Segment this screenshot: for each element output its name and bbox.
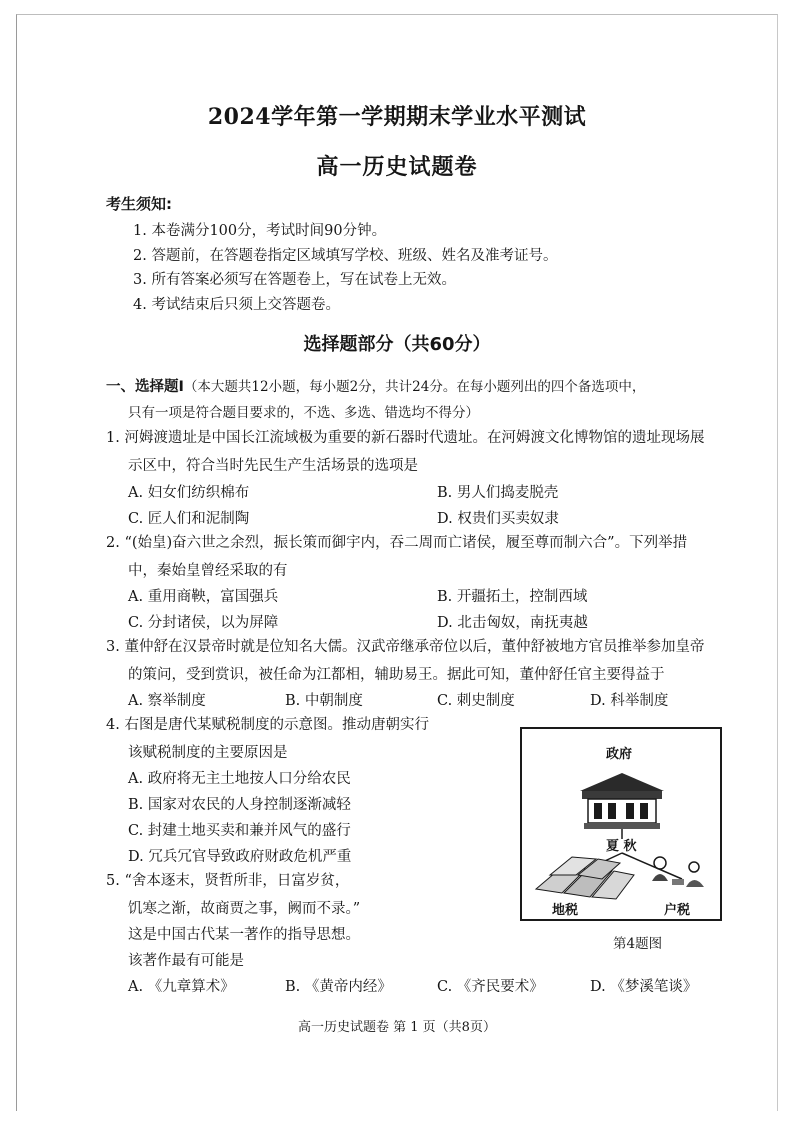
option-d: D. 《梦溪笔谈》 [590,979,698,995]
question-5-line1: 5. “舍本逐末，贤哲所非，日富岁贫， [106,873,350,889]
notice-item: 4. 考试结束后只须上交答题卷。 [133,297,340,313]
exam-title: 2024学年第一学期期末学业水平测试 [207,104,587,130]
tax-system-figure [520,727,722,921]
peasants-drawing [652,857,704,887]
land-tax-label: 地税 [552,903,579,918]
page-footer: 高一历史试题卷 第 1 页（共8页） [298,1020,496,1035]
option-a: A. 重用商鞅，富国强兵 [128,589,279,605]
section-title: 选择题部分（共60分） [303,334,491,355]
instructions-text: （本大题共12小题，每小题2分，共计24分。在每小题列出的四个备选项中， [183,379,646,395]
option-b: B. 中朝制度 [285,693,363,709]
person-head [654,857,666,869]
option-b: B. 男人们捣麦脱壳 [437,485,559,501]
option-c: C. 匠人们和泥制陶 [128,511,250,527]
building-eave [582,791,662,799]
building-pillar [640,803,648,819]
option-d: D. 冗兵冗官导致政府财政危机严重 [128,849,352,865]
instructions-line1 [106,375,645,396]
building-pillar [608,803,616,819]
question-2-line2: 中，秦始皇曾经采取的有 [128,563,288,579]
option-a: A. 《九章算术》 [128,979,235,995]
question-2-line1: 2. “(始皇)奋六世之余烈，振长策而御宇内，吞二周而亡诸侯，履至尊而制六合”。下列举措 [106,535,688,551]
notice-item: 1. 本卷满分100分，考试时间90分钟。 [133,223,387,239]
option-c: C. 分封诸侯，以为屏障 [128,615,279,631]
instructions-heading: 一、选择题Ⅰ [106,379,184,395]
question-1-line2: 示区中，符合当时先民生产生活场景的选项是 [128,458,418,474]
building-roof [580,773,664,791]
government-label: 政府 [606,747,633,762]
question-1-line1: 1. 河姆渡遗址是中国长江流域极为重要的新石器时代遗址。在河姆渡文化博物馆的遗址现场展 [106,430,705,446]
farmland-drawing [536,857,634,899]
option-d: D. 北击匈奴，南抚夷越 [437,615,588,631]
question-3-line1: 3. 董仲舒在汉景帝时就是位知名大儒。汉武帝继承帝位以后，董仲舒被地方官员推举参加皇帝 [106,639,705,655]
option-b: B. 开疆拓土，控制西域 [437,589,588,605]
option-a: A. 政府将无主土地按人口分给农民 [128,771,351,787]
exam-subtitle: 高一历史试题卷 [316,154,478,180]
option-b: B. 国家对农民的人身控制逐渐减轻 [128,797,351,813]
notice-heading: 考生须知: [106,195,172,213]
notice-item: 2. 答题前，在答题卷指定区域填写学校、班级、姓名及准考证号。 [133,248,558,264]
option-d: D. 科举制度 [590,693,669,709]
person-head [689,862,699,872]
notice-item: 3. 所有答案必须写在答题卷上，写在试卷上无效。 [133,272,456,288]
option-a: A. 察举制度 [128,693,206,709]
instructions-line2: 只有一项是符合题目要求的，不选、多选、错选均不得分） [128,405,479,421]
option-c: C. 封建土地买卖和兼并风气的盛行 [128,823,351,839]
building-pillar [626,803,634,819]
option-d: D. 权贵们买卖奴隶 [437,511,559,527]
question-4-line1: 4. 右图是唐代某赋税制度的示意图。推动唐朝实行 [106,717,429,733]
person-body [686,880,704,887]
season-label: 夏 秋 [606,839,637,854]
question-3-line2: 的策问，受到赏识，被任命为江都相，辅助易王。据此可知，董仲舒任官主要得益于 [128,667,665,683]
option-a: A. 妇女们纺织棉布 [128,485,250,501]
household-tax-label: 户税 [664,903,691,918]
basket [672,879,684,885]
person-body [652,874,668,881]
figure-caption: 第4题图 [613,936,663,952]
question-5-line2: 饥寒之渐，故商贾之事，阙而不录。” [128,901,361,917]
option-b: B. 《黄帝内经》 [285,979,392,995]
question-5-line3: 这是中国古代某一著作的指导思想。 [128,927,360,943]
question-4-line2: 该赋税制度的主要原因是 [128,745,288,761]
option-c: C. 《齐民要术》 [437,979,544,995]
option-c: C. 刺史制度 [437,693,515,709]
building-base [584,823,660,829]
question-5-line4: 该著作最有可能是 [128,953,244,969]
building-pillar [594,803,602,819]
